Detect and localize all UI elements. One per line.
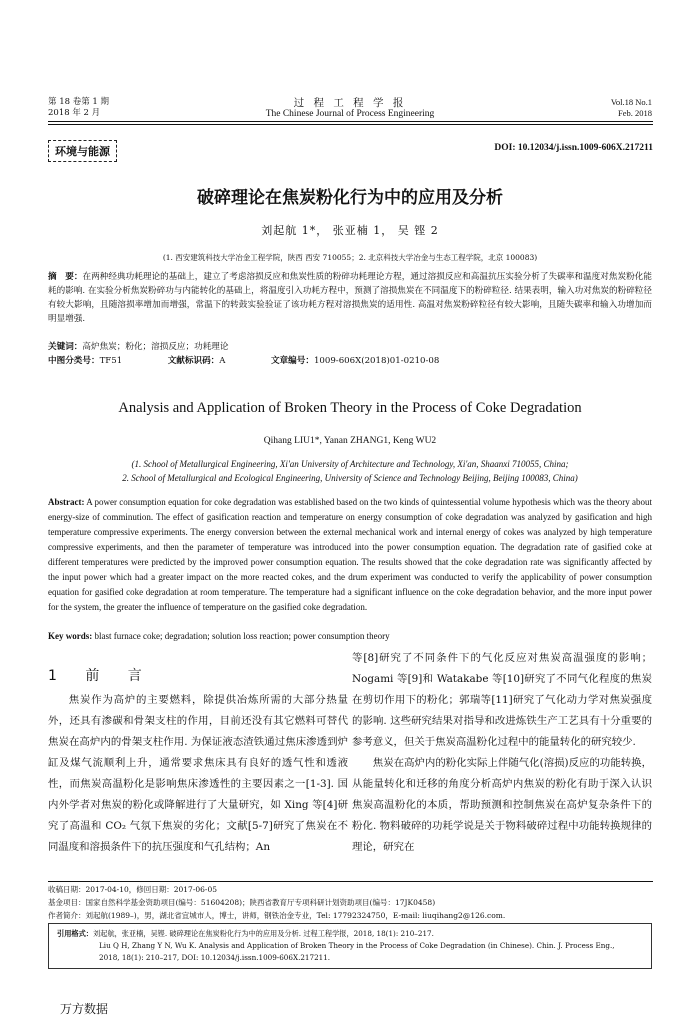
keywords-cn-text: 高炉焦炭；粉化；溶损反应；功耗理论	[82, 342, 229, 352]
affiliation-en-2: 2. School of Metallurgical and Ecological Engineering, University of Science and Technology Beijing, Beijing 100083, China)	[122, 473, 578, 483]
watermark: 万方数据	[60, 1002, 109, 1016]
footnotes	[48, 883, 652, 922]
section-tag: 环境与能源	[48, 140, 117, 162]
keywords-cn-label: 关键词：	[48, 342, 83, 352]
fund-info: 基金项目：国家自然科学基金资助项目(编号：51604208)；陕西省教育厅专项科研计划资助项目(编号：17JK0458)	[48, 898, 436, 907]
doc-code-label: 文献标识码：	[167, 356, 220, 366]
keywords-en	[48, 631, 652, 641]
citation-line-1	[57, 928, 643, 940]
header-rule-thin	[48, 124, 653, 125]
affiliation-cn: (1. 西安建筑科技大学冶金工程学院，陕西 西安 710055；2. 北京科技大学冶金与生态工程学院，北京 100083)	[162, 253, 538, 262]
title-en: Analysis and Application of Broken Theory in the Process of Coke Degradation	[118, 400, 582, 416]
abstract-en-text: A power consumption equation for coke degradation was established based on the two kinds of quintessential volume hypothesis which was the theory about energy-size of comminution. The effect of gasification reaction and temperature on energy consumption of coke degradation was analyzed by gasification and high temperature compressive experiments. The energy conversion between the external mechanical work and internal energy of cokes was analyzed by high temperature compressive experiments, and then the parameter of temperature was introduced into the power consumption equation. The degradation rate of gasified coke at different temperatures were predicted by the improved power consumption equation. The results showed that the coke degradation rate was significantly affected by the input power which had a greater impact on the more reacted cokes, and the drum experiment was conducted to verify the applicability of power consumption equation for gasified coke degradation at room temperature. The temperature had a significant influence on the coke degradation behavior, and the more input power for the system, the greater the influence of temperature on the gasified coke degradation.	[48, 497, 652, 612]
clc-label: 中图分类号：	[48, 356, 100, 366]
journal-date-en: Feb. 2018	[618, 108, 652, 118]
keywords-cn	[48, 340, 652, 354]
abstract-cn-label: 摘 要：	[48, 272, 83, 282]
citation-line-3: 2018, 18(1): 210–217, DOI: 10.12034/j.issn.1009-606X.217211.	[99, 953, 331, 962]
authors-en: Qihang LIU1*, Yanan ZHANG1, Keng WU2	[263, 436, 437, 446]
keywords-en-label: Key words:	[48, 631, 93, 641]
title-cn: 破碎理论在焦炭粉化行为中的应用及分析	[197, 188, 503, 208]
doc-code-value: A	[219, 356, 226, 366]
affiliation-en-1: (1. School of Metallurgical Engineering, Xi'an University of Architecture and Technology, Xi'an, Shaanxi 710055, China;	[131, 459, 569, 469]
journal-date-cn: 2018 年 2 月	[48, 108, 101, 118]
journal-name-en: The Chinese Journal of Process Engineering	[265, 109, 435, 119]
left-column	[48, 690, 348, 858]
footnote-rule	[48, 881, 653, 882]
section-heading-introduction: 1 前 言	[48, 668, 154, 684]
abstract-cn	[48, 270, 652, 326]
affiliation-en	[0, 457, 700, 485]
doi: DOI: 10.12034/j.issn.1009-606X.217211	[494, 143, 653, 153]
classification-line	[48, 354, 652, 368]
author-info: 作者简介：刘起航(1989–)，男，湖北省宜城市人，博士，讲师，钢铁冶金专业，Tel: 17792324750，E-mail: liuqihang2@126.com.	[48, 911, 506, 920]
intro-right-paragraph-2: 焦炭在高炉内的粉化实际上伴随气化(溶损)反应的功能转换，从能量转化和迁移的角度分析高炉内焦炭的粉化有助于深入认识焦炭高温粉化的本质，帮助预测和控制焦炭在高炉复杂条件下的粉化. 物料破碎的功耗学说是关于物料破碎过程中功能转换规律的理论，研究在	[352, 757, 652, 853]
intro-right-paragraph-1: 等[8]研究了不同条件下的气化反应对焦炭高温强度的影响；Nogami 等[9]和 Watakabe 等[10]研究了不同气化程度的焦炭在剪切作用下的粉化；郭瑞等[11]研究了气化动力学对焦炭强度的影响. 这些研究结果对指导和改进炼铁生产工艺具有十分重要的参考意义，但关于焦炭高温粉化过程中的能量转化的研究较少.	[352, 652, 652, 748]
abstract-en	[48, 495, 652, 615]
journal-volume-cn: 第 18 卷第 1 期	[48, 97, 110, 107]
right-column	[352, 648, 652, 858]
received-date: 收稿日期：2017-04-10，修回日期：2017-06-05	[48, 885, 217, 894]
intro-left-paragraph: 焦炭作为高炉的主要燃料，除提供冶炼所需的大部分热量外，还具有渗碳和骨架支柱的作用，目前还没有其它燃料可替代焦炭在高炉内的骨架支柱作用. 为保证液态渣铁通过焦床渗透到炉缸及煤气流顺利上升，通常要求焦床具有良好的透气性和透液性，而焦炭高温粉化是影响焦床渗透性的主要因素之一[1-3]. 国内外学者对焦炭的粉化或降解进行了大量研究，如 Xing 等[4]研究了高温和 CO₂ 气氛下焦炭的劣化；文献[5-7]研究了焦炭在不同温度和溶损条件下的抗压强度和气孔结构；An	[48, 694, 348, 853]
article-no-value: 1009-606X(2018)01-0210-08	[313, 356, 440, 366]
header-rule-thick	[48, 121, 653, 122]
citation-label: 引用格式：	[57, 929, 93, 938]
abstract-cn-text: 在两种经典功耗理论的基础上，建立了考虑溶损反应和焦炭性质的粉碎功耗理论方程，通过溶损反应和高温抗压实验分析了失碳率和温度对焦炭粉化能耗的影响. 在实验分析焦炭粉碎功与内能转化的基础上，将温度引入功耗方程中，预测了溶损焦炭在不同温度下的粉碎粒径. 结果表明，输入功对焦炭的粉碎粒径有较大影响，且随溶损率增加而增强，常温下的转鼓实验验证了该功耗方程对溶损焦炭的适用性. 高温对焦炭粉碎粒径有较大影响，且随失碳率和输入功增加而明显增强.	[48, 272, 652, 324]
authors-cn: 刘起航 1*， 张亚楠 1， 吴 铿 2	[261, 224, 439, 237]
journal-volume-en: Vol.18 No.1	[610, 97, 652, 107]
citation-line-2: Liu Q H, Zhang Y N, Wu K. Analysis and Application of Broken Theory in the Process of Coke Degradation (in Chinese). Chin. J. Process Eng.,	[99, 941, 615, 950]
abstract-en-label: Abstract:	[48, 497, 85, 507]
clc-value: TF51	[99, 356, 123, 366]
keywords-en-text: blast furnace coke; degradation; solution loss reaction; power consumption theory	[94, 631, 390, 641]
citation-box	[48, 923, 652, 969]
journal-name-cn: 过 程 工 程 学 报	[293, 97, 407, 109]
article-no-label: 文章编号：	[270, 356, 314, 366]
citation-text-1: 刘起航，张亚楠，吴铿. 破碎理论在焦炭粉化行为中的应用及分析. 过程工程学报，2018, 18(1): 210–217.	[92, 929, 434, 938]
